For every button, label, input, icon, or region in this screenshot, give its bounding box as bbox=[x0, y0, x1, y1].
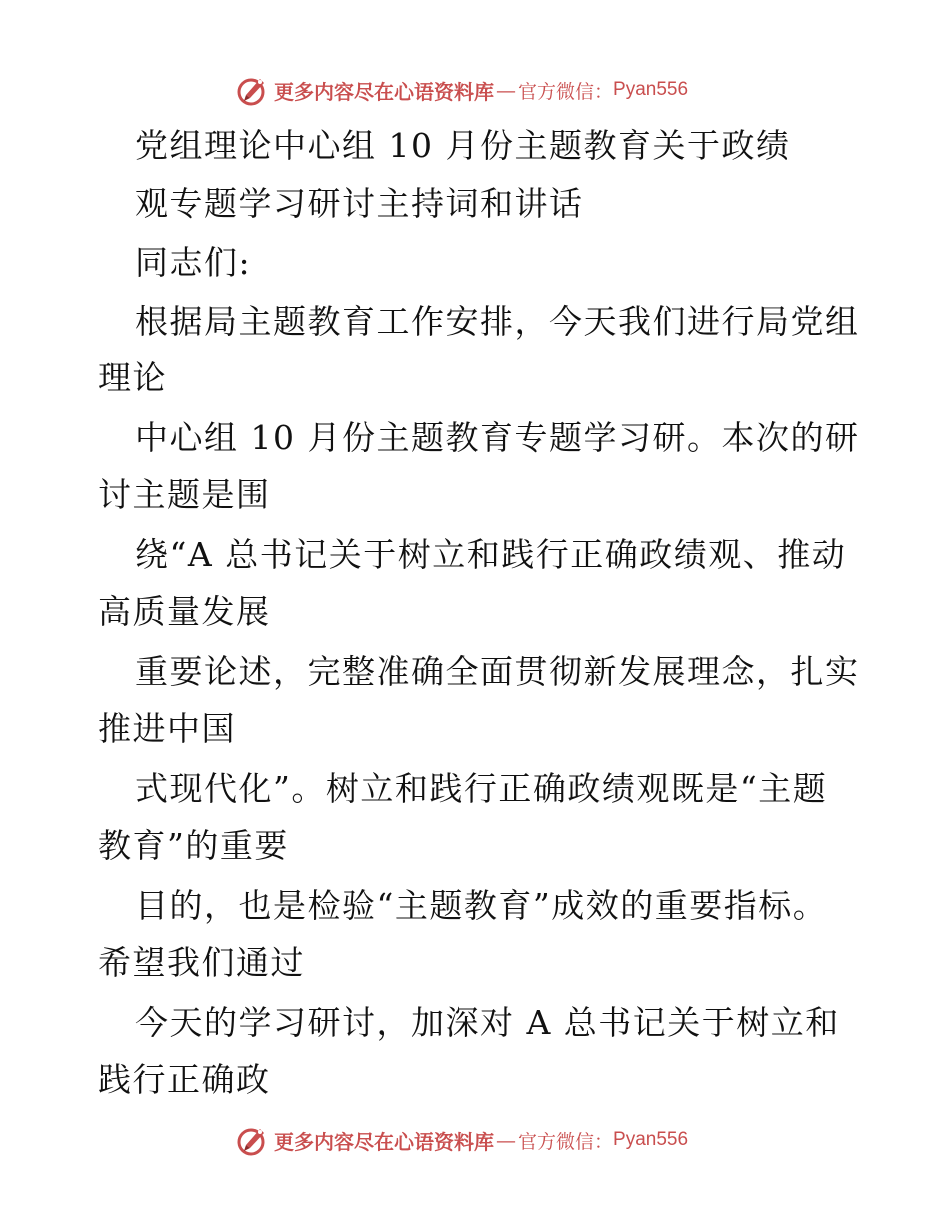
banner-separator: — bbox=[496, 78, 516, 102]
banner-separator: — bbox=[496, 1128, 516, 1152]
document-title-line-1: 党组理论中心组 10 月份主题教育关于政绩 bbox=[135, 126, 791, 165]
body-line: 今天的学习研讨，加深对 A 总书记关于树立和 bbox=[135, 1003, 840, 1042]
banner-wechat-id: Pyan556 bbox=[613, 1129, 689, 1150]
body-line: 目的，也是检验“主题教育”成效的重要指标。 bbox=[135, 886, 828, 925]
salutation: 同志们: bbox=[135, 243, 252, 282]
body-line: 讨主题是围 bbox=[98, 475, 271, 514]
header-banner bbox=[236, 72, 688, 108]
body-line: 重要论述，完整准确全面贯彻新发展理念，扎实 bbox=[135, 652, 860, 691]
body-line: 根据局主题教育工作安排，今天我们进行局党组 bbox=[135, 302, 860, 341]
body-line: 教育”的重要 bbox=[98, 826, 289, 865]
banner-title: 更多内容尽在心语资料库 bbox=[274, 79, 494, 104]
pen-nib-logo-icon bbox=[236, 1123, 270, 1157]
banner-wechat-id: Pyan556 bbox=[613, 79, 689, 100]
body-line: 高质量发展 bbox=[98, 592, 271, 631]
banner-wechat-label: 官方微信： bbox=[518, 80, 614, 103]
body-line: 中心组 10 月份主题教育专题学习研。本次的研 bbox=[135, 418, 860, 457]
pen-nib-logo-icon bbox=[236, 73, 270, 107]
body-line: 希望我们通过 bbox=[98, 943, 305, 982]
body-line: 式现代化”。树立和践行正确政绩观既是“主题 bbox=[135, 769, 828, 808]
body-line: 理论 bbox=[98, 358, 167, 397]
body-line: 推进中国 bbox=[98, 709, 236, 748]
banner-wechat-label: 官方微信： bbox=[518, 1130, 614, 1153]
footer-banner bbox=[236, 1122, 688, 1158]
document-title-line-2: 观专题学习研讨主持词和讲话 bbox=[135, 184, 584, 223]
body-line: 绕“A 总书记关于树立和践行正确政绩观、推动 bbox=[135, 535, 847, 574]
banner-title: 更多内容尽在心语资料库 bbox=[274, 1129, 494, 1154]
body-line: 践行正确政 bbox=[98, 1060, 271, 1099]
